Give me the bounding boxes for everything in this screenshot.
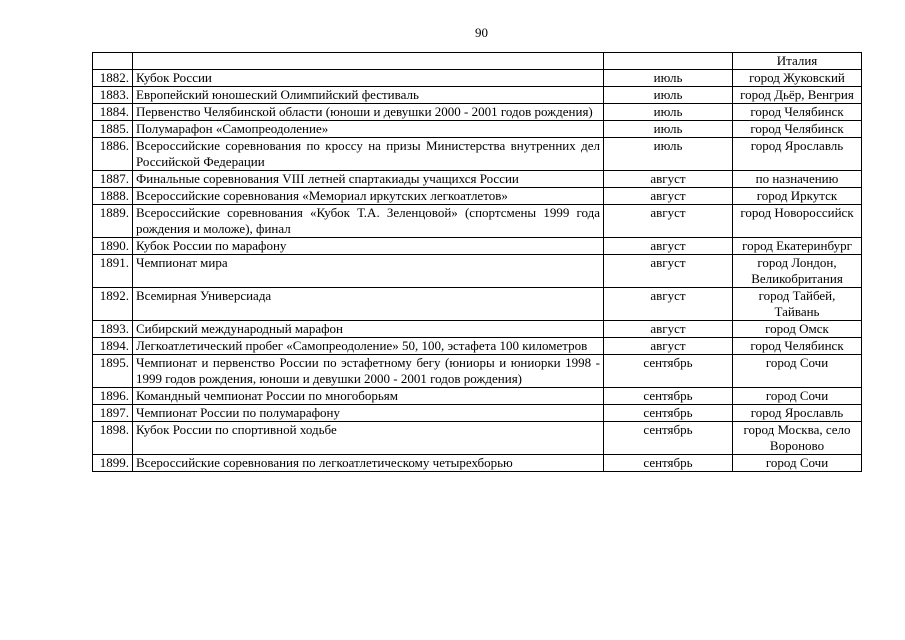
row-number: 1893. <box>93 321 133 338</box>
row-number: 1888. <box>93 188 133 205</box>
row-number: 1890. <box>93 238 133 255</box>
event-place: город Челябинск <box>733 104 862 121</box>
event-name: Всероссийские соревнования «Кубок Т.А. Зеленцовой» (спортсмены 1999 года рождения и моложе), финал <box>133 205 604 238</box>
table-row <box>93 104 862 121</box>
event-name <box>133 53 604 70</box>
event-place: город Жуковский <box>733 70 862 87</box>
event-place: город Новороссийск <box>733 205 862 238</box>
event-name: Всемирная Универсиада <box>133 288 604 321</box>
event-name: Всероссийские соревнования по легкоатлетическому четырехборью <box>133 455 604 472</box>
table-row <box>93 321 862 338</box>
event-month: август <box>604 288 733 321</box>
table-row <box>93 238 862 255</box>
event-place: город Сочи <box>733 388 862 405</box>
row-number: 1889. <box>93 205 133 238</box>
event-place: город Сочи <box>733 355 862 388</box>
event-month: июль <box>604 70 733 87</box>
event-place: город Челябинск <box>733 121 862 138</box>
event-month: сентябрь <box>604 388 733 405</box>
table-row <box>93 338 862 355</box>
event-place: город Ярославль <box>733 405 862 422</box>
event-month: сентябрь <box>604 422 733 455</box>
event-month: август <box>604 171 733 188</box>
row-number: 1882. <box>93 70 133 87</box>
event-month: сентябрь <box>604 405 733 422</box>
event-place: город Лондон, Великобритания <box>733 255 862 288</box>
row-number: 1895. <box>93 355 133 388</box>
event-name: Полумарафон «Самопреодоление» <box>133 121 604 138</box>
row-number: 1892. <box>93 288 133 321</box>
table-row <box>93 87 862 104</box>
event-name: Чемпионат мира <box>133 255 604 288</box>
event-month: сентябрь <box>604 455 733 472</box>
event-name: Кубок России по марафону <box>133 238 604 255</box>
event-place: город Дьёр, Венгрия <box>733 87 862 104</box>
row-number: 1883. <box>93 87 133 104</box>
row-number: 1894. <box>93 338 133 355</box>
table-row <box>93 171 862 188</box>
page-number: 90 <box>475 25 488 40</box>
event-month: июль <box>604 87 733 104</box>
event-place: город Омск <box>733 321 862 338</box>
event-month: июль <box>604 104 733 121</box>
event-month: август <box>604 338 733 355</box>
event-name: Финальные соревнования VIII летней спартакиады учащихся России <box>133 171 604 188</box>
event-month: июль <box>604 138 733 171</box>
table-row-continuation <box>93 53 862 70</box>
event-name: Европейский юношеский Олимпийский фестиваль <box>133 87 604 104</box>
event-name: Чемпионат России по полумарафону <box>133 405 604 422</box>
table-row <box>93 70 862 87</box>
event-name: Всероссийские соревнования по кроссу на призы Министерства внутренних дел Российской Федерации <box>133 138 604 171</box>
event-month: июль <box>604 121 733 138</box>
table-row <box>93 121 862 138</box>
event-name: Всероссийские соревнования «Мемориал иркутских легкоатлетов» <box>133 188 604 205</box>
event-name: Первенство Челябинской области (юноши и девушки 2000 - 2001 годов рождения) <box>133 104 604 121</box>
table-row <box>93 138 862 171</box>
event-place: город Ярославль <box>733 138 862 171</box>
event-name: Кубок России по спортивной ходьбе <box>133 422 604 455</box>
table-row <box>93 255 862 288</box>
event-place: город Челябинск <box>733 338 862 355</box>
table-row <box>93 405 862 422</box>
table-row <box>93 455 862 472</box>
table-row <box>93 205 862 238</box>
event-name: Кубок России <box>133 70 604 87</box>
row-number: 1885. <box>93 121 133 138</box>
event-month: август <box>604 188 733 205</box>
events-table-body <box>93 53 862 472</box>
event-place: Италия <box>733 53 862 70</box>
event-name: Легкоатлетический пробег «Самопреодоление» 50, 100, эстафета 100 километров <box>133 338 604 355</box>
event-month: сентябрь <box>604 355 733 388</box>
row-number: 1886. <box>93 138 133 171</box>
event-place: город Екатеринбург <box>733 238 862 255</box>
row-number: 1884. <box>93 104 133 121</box>
row-number <box>93 53 133 70</box>
event-place: город Иркутск <box>733 188 862 205</box>
event-month: август <box>604 238 733 255</box>
row-number: 1896. <box>93 388 133 405</box>
row-number: 1897. <box>93 405 133 422</box>
event-month: август <box>604 255 733 288</box>
row-number: 1899. <box>93 455 133 472</box>
table-row <box>93 355 862 388</box>
table-row <box>93 422 862 455</box>
event-month: август <box>604 321 733 338</box>
event-month: август <box>604 205 733 238</box>
events-table <box>92 52 862 472</box>
event-place: по назначению <box>733 171 862 188</box>
row-number: 1891. <box>93 255 133 288</box>
table-row <box>93 188 862 205</box>
event-place: город Сочи <box>733 455 862 472</box>
event-month <box>604 53 733 70</box>
row-number: 1887. <box>93 171 133 188</box>
event-place: город Тайбей, Тайвань <box>733 288 862 321</box>
row-number: 1898. <box>93 422 133 455</box>
event-name: Сибирский международный марафон <box>133 321 604 338</box>
event-name: Чемпионат и первенство России по эстафетному бегу (юниоры и юниорки 1998 - 1999 годов рождения, юноши и девушки 2000 - 2001 годов рождения) <box>133 355 604 388</box>
event-name: Командный чемпионат России по многоборьям <box>133 388 604 405</box>
table-row <box>93 288 862 321</box>
event-place: город Москва, село Вороново <box>733 422 862 455</box>
table-row <box>93 388 862 405</box>
